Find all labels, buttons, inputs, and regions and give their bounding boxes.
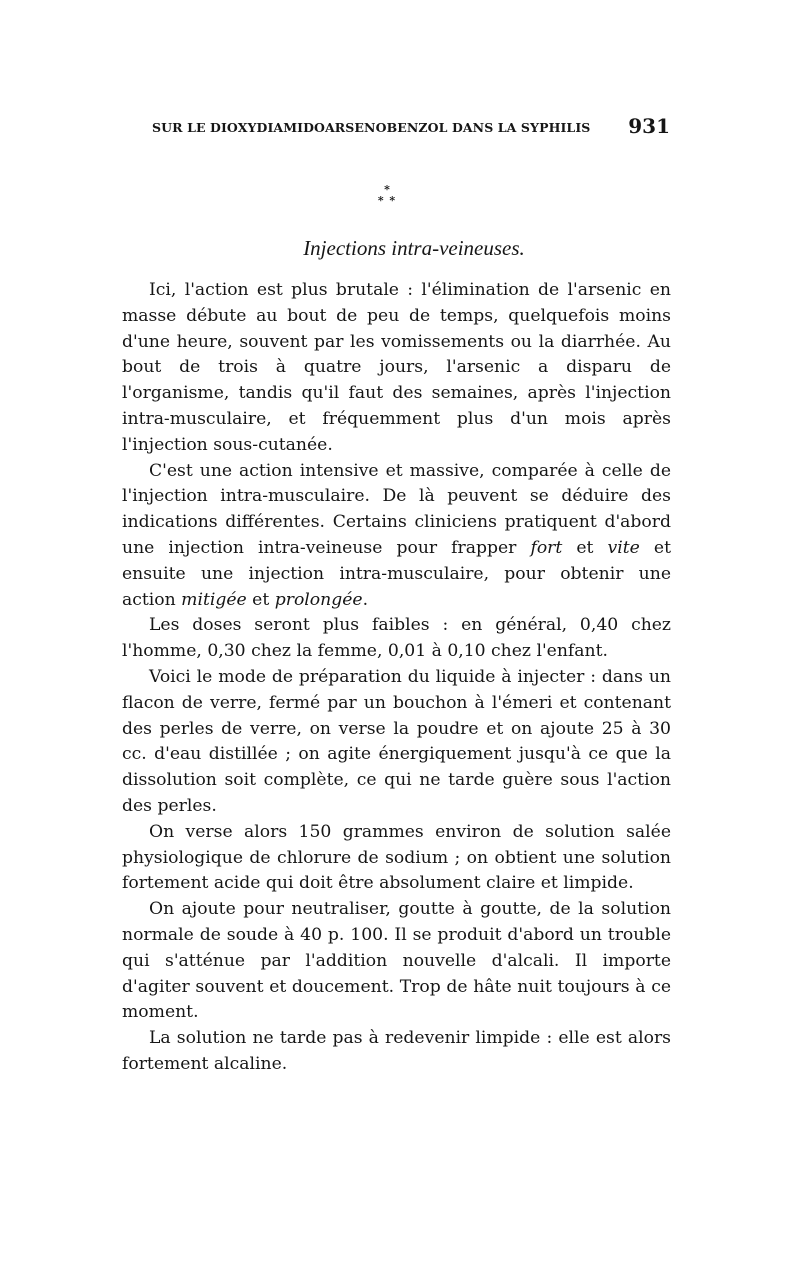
section-title-text: Injections intra-veineuses. xyxy=(303,236,525,260)
asterism-ornament xyxy=(372,184,402,220)
paragraph-2-text-1: C'est une action intensive et massive, comparée à celle de l'injection intra-musculaire. De là peuvent se déduire des indications différentes. Certains cliniciens pratiquent d'abord une injection intra-veineuse pour frapper xyxy=(122,460,671,558)
section-title xyxy=(0,236,800,261)
body-text xyxy=(122,278,671,1078)
paragraph-1: Ici, l'action est plus brutale : l'élimination de l'arsenic en masse débute au bout de peu de temps, quelquefois moins d'une heure, souvent par les vomissements ou la diarrhée. Au bout de trois à quatre jours, l'arsenic a disparu de l'organisme, tandis qu'il faut des semaines, après l'injection intra-musculaire, et fréquemment plus d'un mois après l'injection sous-cutanée. xyxy=(122,280,671,455)
emphasis-mitigee: mitigée xyxy=(181,589,247,610)
asterism-top: * xyxy=(384,183,390,196)
paragraph-2-text-3: et ensuite une injection intra-musculaire, pour obtenir une action xyxy=(122,537,671,610)
paragraph-7: La solution ne tarde pas à redevenir limpide : elle est alors fortement alcaline. xyxy=(122,1028,671,1074)
paragraph-2-text-5: . xyxy=(362,589,369,610)
emphasis-fort: fort xyxy=(530,537,563,558)
paragraph-2 xyxy=(122,459,671,614)
paragraph-4: Voici le mode de préparation du liquide à injecter : dans un flacon de verre, fermé par un bouchon à l'émeri et contenant des perles de verre, on verse la poudre et on ajoute 25 à 30 cc. d'eau distillée ; on agite énergiquement jusqu'à ce que la dissolution soit complète, ce qui ne tarde guère sous l'action des perles. xyxy=(122,666,671,816)
asterism-bottom: * * xyxy=(377,194,397,207)
page-number: 931 xyxy=(628,114,670,138)
paragraph-3: Les doses seront plus faibles : en général, 0,40 chez l'homme, 0,30 chez la femme, 0,01 à 0,10 chez l'enfant. xyxy=(122,615,671,662)
page-header xyxy=(152,114,670,142)
running-head: SUR LE DIOXYDIAMIDOARSENOBENZOL DANS LA SYPHILIS xyxy=(152,120,591,135)
paragraph-2-text-4: et xyxy=(246,589,275,610)
emphasis-vite: vite xyxy=(607,537,640,558)
paragraph-2-text-2: et xyxy=(562,537,608,558)
paragraph-5: On verse alors 150 grammes environ de solution salée physiologique de chlorure de sodium ; on obtient une solution fortement acide qui doit être absolument claire et limpide. xyxy=(122,821,671,894)
emphasis-prolongee: prolongée xyxy=(274,589,363,610)
paragraph-6: On ajoute pour neutraliser, goutte à goutte, de la solution normale de soude à 40 p. 100. Il se produit d'abord un trouble qui s'atténue par l'addition nouvelle d'alcali. Il importe d'agiter souvent et doucement. Trop de hâte nuit toujours à ce moment. xyxy=(122,899,671,1023)
